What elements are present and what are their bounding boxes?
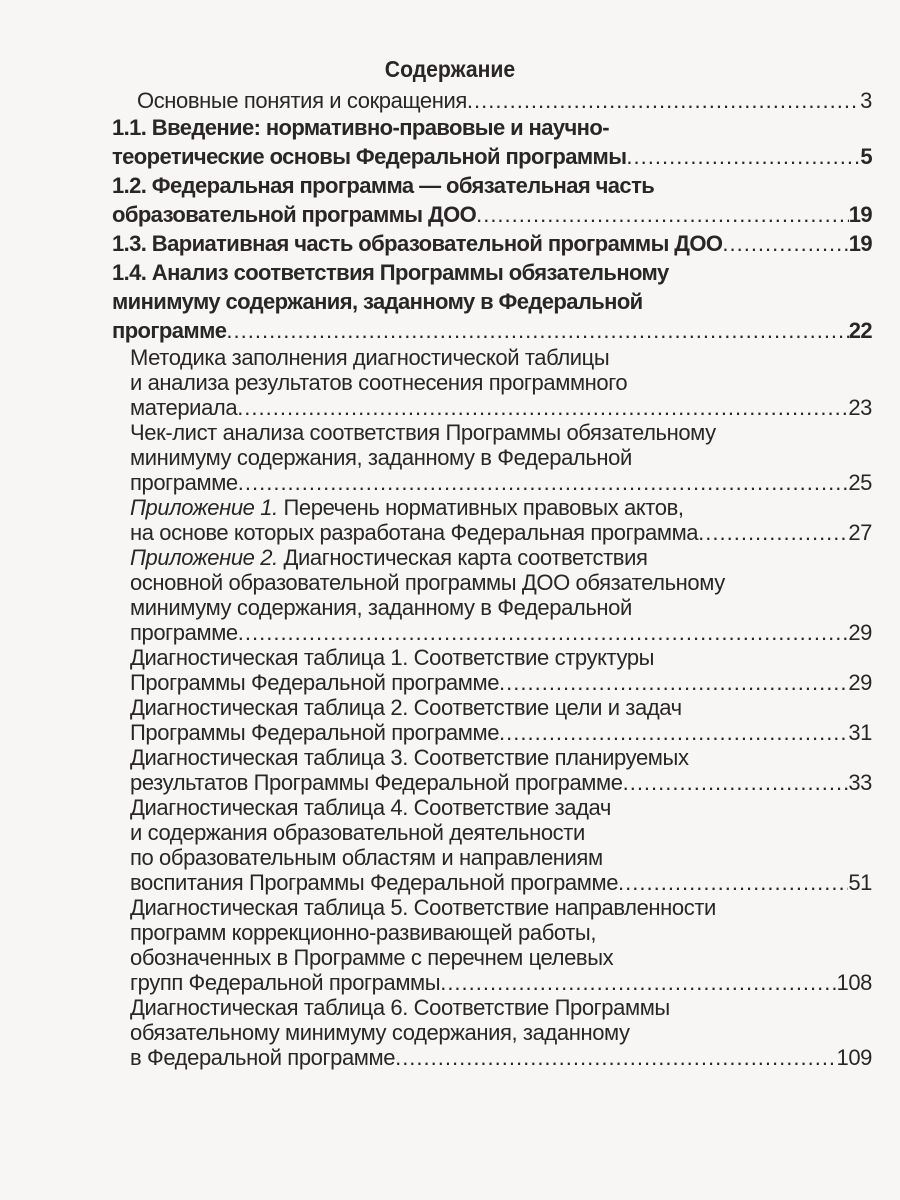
page-number: 109 (836, 1045, 872, 1070)
toc-entry-line (112, 200, 872, 229)
dot-leader (623, 770, 849, 795)
toc-entry[interactable] (112, 645, 872, 695)
toc-entry-text: Программы Федеральной программе (130, 670, 500, 695)
dot-leader (395, 1045, 836, 1070)
toc-entry-text: программ коррекционно-развивающей работы, (130, 920, 597, 945)
page-number: 25 (848, 470, 872, 495)
toc-entry-line (130, 595, 872, 620)
toc-entry-line (130, 695, 872, 720)
page-number: 23 (848, 395, 872, 420)
dot-leader (440, 970, 836, 995)
dot-leader (467, 88, 860, 113)
toc-entry[interactable] (112, 229, 872, 258)
toc-entry-text: результатов Программы Федеральной программе (130, 770, 623, 795)
toc-entry-line (130, 345, 872, 370)
toc-entry-text: и анализа результатов соотнесения программного (130, 370, 628, 395)
toc-entry-line (112, 229, 872, 258)
toc-entry-text: минимуму содержания, заданному в Федеральной (112, 289, 643, 314)
dot-leader (476, 200, 849, 229)
dot-leader (499, 720, 848, 745)
dot-leader (238, 620, 849, 645)
toc-entry-line (130, 895, 872, 920)
toc-entry-text: Чек-лист анализа соответствия Программы обязательному (130, 420, 716, 445)
dot-leader (499, 670, 848, 695)
appendix-label: Приложение 2. (130, 545, 278, 570)
toc-entry-line (112, 316, 872, 345)
toc-entry-line (130, 795, 872, 820)
toc-entry[interactable] (112, 88, 872, 113)
toc-entry-text: Диагностическая карта соответствия (277, 545, 648, 570)
toc-entry-text: 1.1. Введение: нормативно-правовые и научно- (112, 115, 609, 140)
dot-leader (722, 229, 848, 258)
toc-entry-text: в Федеральной программе (130, 1045, 396, 1070)
toc-entry-text: теоретические основы Федеральной программы (112, 144, 627, 169)
dot-leader (698, 520, 848, 545)
dot-leader (226, 316, 848, 345)
toc-entry-line (130, 745, 872, 770)
toc-entry-line (137, 88, 872, 113)
page-number: 29 (848, 620, 872, 645)
toc-entry-line (130, 570, 872, 595)
toc-entry-line (130, 545, 872, 570)
dot-leader (237, 395, 848, 420)
dot-leader (618, 870, 848, 895)
toc-entry-text: программе (130, 470, 238, 495)
page-title: Содержание (384, 56, 516, 82)
toc-entry-text: 1.4. Анализ соответствия Программы обязательному (112, 260, 669, 285)
page-number: 27 (848, 520, 872, 545)
dot-leader (238, 470, 849, 495)
page-number: 31 (848, 720, 872, 745)
toc-entry-line (130, 645, 872, 670)
appendix-label: Приложение 1. (130, 495, 278, 520)
toc-entry[interactable] (112, 171, 872, 229)
toc-entry-line (130, 920, 872, 945)
toc-entry[interactable] (112, 345, 872, 420)
toc-entry[interactable] (112, 895, 872, 995)
toc-entry-line (112, 113, 872, 142)
toc-entry-line (112, 287, 872, 316)
page-number: 19 (848, 202, 872, 227)
page-number: 5 (860, 144, 872, 169)
toc-entry[interactable] (112, 420, 872, 495)
page-number: 19 (848, 231, 872, 256)
dot-leader (626, 142, 860, 171)
toc-entry[interactable] (112, 695, 872, 745)
toc-entry-line (130, 820, 872, 845)
toc-entry-text: минимуму содержания, заданному в Федеральной (130, 445, 632, 470)
toc-entry-line (130, 970, 872, 995)
page-number: 29 (848, 670, 872, 695)
toc-entry-text: Диагностическая таблица 2. Соответствие цели и задач (130, 695, 682, 720)
page-number: 108 (836, 970, 872, 995)
toc-entry-text: Диагностическая таблица 5. Соответствие направленности (130, 895, 716, 920)
toc-entry-line (130, 1045, 872, 1070)
toc-entry[interactable] (112, 745, 872, 795)
toc-entry-text: программе (112, 318, 227, 343)
toc-entry-text: Методика заполнения диагностической таблицы (130, 345, 610, 370)
toc-entry-text: минимуму содержания, заданному в Федеральной (130, 595, 632, 620)
page-number: 51 (848, 870, 872, 895)
toc-entry-line (130, 620, 872, 645)
toc-entry-text: программе (130, 620, 238, 645)
toc-entry[interactable] (112, 113, 872, 171)
toc-entry-text: Диагностическая таблица 6. Соответствие Программы (130, 995, 670, 1020)
toc-entry-text: и содержания образовательной деятельности (130, 820, 585, 845)
toc-entry-line (130, 945, 872, 970)
page-number: 33 (848, 770, 872, 795)
toc-entry-text: обозначенных в Программе с перечнем целевых (130, 945, 614, 970)
toc-entry-line (130, 995, 872, 1020)
toc-entry-text: Диагностическая таблица 4. Соответствие задач (130, 795, 611, 820)
toc-entry[interactable] (112, 258, 872, 345)
toc-entry-line (130, 445, 872, 470)
toc-entry-text: воспитания Программы Федеральной программе (130, 870, 619, 895)
toc-entry-line (130, 845, 872, 870)
toc-entry-text: Перечень нормативных правовых актов, (277, 495, 684, 520)
toc-entry-line (130, 470, 872, 495)
toc-entry-text: на основе которых разработана Федеральная программа (130, 520, 699, 545)
toc-entry-line (130, 1020, 872, 1045)
toc-entry[interactable] (112, 795, 872, 895)
toc-entry-text: по образовательным областям и направлениям (130, 845, 603, 870)
toc-entry-line (130, 395, 872, 420)
toc-entry-text: групп Федеральной программы (130, 970, 441, 995)
toc-entry-text: обязательному минимуму содержания, заданному (130, 1020, 630, 1045)
page-number: 3 (860, 88, 872, 113)
toc-entry-text: Диагностическая таблица 3. Соответствие планируемых (130, 745, 689, 770)
toc-entry-line (112, 171, 872, 200)
toc-entry-text: Программы Федеральной программе (130, 720, 500, 745)
toc-entry-line (130, 670, 872, 695)
toc-entry-line (130, 420, 872, 445)
toc-entry-line (130, 770, 872, 795)
toc-entry-line (130, 720, 872, 745)
toc-entry-text: основной образовательной программы ДОО обязательному (130, 570, 725, 595)
toc-entry-line (130, 870, 872, 895)
toc-entry[interactable] (112, 545, 872, 645)
toc-entry-text: Основные понятия и сокращения (137, 88, 467, 113)
toc-entry-line (130, 370, 872, 395)
page-number: 22 (848, 318, 872, 343)
toc-entry-text: образовательной программы ДОО (112, 202, 477, 227)
toc-entry-line (112, 258, 872, 287)
toc-entry[interactable] (112, 495, 872, 545)
toc-entry-text: 1.3. Вариативная часть образовательной программы ДОО (112, 231, 723, 256)
toc-entry-text: Диагностическая таблица 1. Соответствие структуры (130, 645, 655, 670)
toc-entry-text: 1.2. Федеральная программа — обязательная часть (112, 173, 655, 198)
toc-entry-line (130, 520, 872, 545)
table-of-contents (112, 88, 872, 1070)
toc-entry-line (130, 495, 872, 520)
toc-entry-line (112, 142, 872, 171)
toc-entry[interactable] (112, 995, 872, 1070)
toc-entry-text: материала (130, 395, 238, 420)
